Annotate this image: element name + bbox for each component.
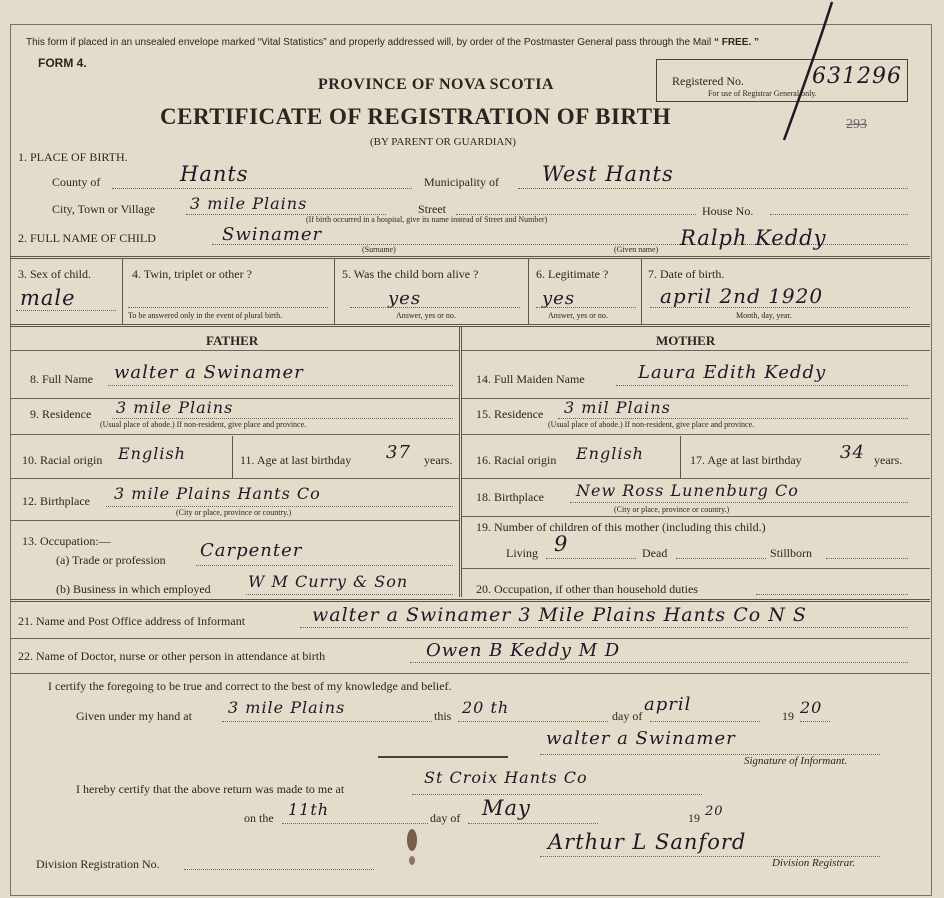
registrar-place-value: St Croix Hants Co: [424, 768, 588, 787]
house-label: House No.: [702, 204, 754, 218]
division-registrar-label: Division Registrar.: [772, 857, 856, 869]
given-place-value: 3 mile Plains: [228, 698, 346, 717]
living-label: Living: [506, 546, 538, 560]
surname-note: (Surname): [362, 245, 396, 254]
child-name-label: 2. FULL NAME OF CHILD: [18, 231, 156, 245]
father-birthplace-note: (City or place, province or country.): [176, 508, 292, 517]
trade-value: Carpenter: [200, 540, 303, 561]
twin-label: 4. Twin, triplet or other ?: [132, 267, 252, 281]
legitimate-value: yes: [542, 288, 576, 309]
registrar-signature: Arthur L Sanford: [548, 830, 747, 854]
father-residence-note: (Usual place of abode.) If non-resident, give place and province.: [100, 420, 307, 429]
children-count-label: 19. Number of children of this mother (including this child.): [476, 520, 766, 534]
alive-label: 5. Was the child born alive ?: [342, 267, 479, 281]
given-month-value: april: [644, 694, 692, 715]
business-label: (b) Business in which employed: [56, 582, 211, 596]
reg-month-value: May: [482, 796, 531, 820]
birth-date-value: april 2nd 1920: [660, 284, 824, 308]
ink-stain-drip: [409, 856, 415, 865]
given-day-of-label: day of: [612, 709, 643, 723]
mother-birthplace-note: (City or place, province or country.): [614, 505, 730, 514]
mother-residence-value: 3 mil Plains: [564, 398, 671, 417]
on-day-value: 11th: [288, 800, 330, 819]
on-the-label: on the: [244, 811, 274, 825]
father-birthplace-value: 3 mile Plains Hants Co: [114, 484, 321, 503]
municipality-label: Municipality of: [424, 175, 499, 189]
page-subtitle: (BY PARENT OR GUARDIAN): [370, 136, 516, 148]
ink-stain: [407, 829, 417, 851]
trade-label: (a) Trade or profession: [56, 553, 166, 567]
mother-name-value: Laura Edith Keddy: [638, 362, 827, 383]
dead-label: Dead: [642, 546, 668, 560]
mother-residence-note: (Usual place of abode.) If non-resident, give place and province.: [548, 420, 755, 429]
alive-value: yes: [388, 288, 422, 309]
mother-heading: MOTHER: [656, 333, 716, 348]
mother-racial-label: 16. Racial origin: [476, 453, 557, 467]
reg-year-value: 20: [705, 804, 724, 819]
registered-number: 631296: [812, 64, 902, 89]
postal-notice: This form if placed in an unsealed envelope marked “Vital Statistics” and properly addressed will, by order of the Postmaster General pass through the Mail “ FREE. ”: [26, 37, 759, 48]
informant-label: 21. Name and Post Office address of Informant: [18, 614, 246, 628]
father-age-value: 37: [386, 442, 411, 463]
living-value: 9: [554, 532, 569, 556]
given-at-label: Given under my hand at: [76, 709, 192, 723]
mother-age-label: 17. Age at last birthday: [690, 453, 802, 467]
stillborn-label: Stillborn: [770, 546, 813, 560]
father-name-label: 8. Full Name: [30, 372, 93, 386]
registrar-note: For use of Registrar General only.: [708, 89, 817, 98]
division-registration-label: Division Registration No.: [36, 857, 160, 871]
province-heading: PROVINCE OF NOVA SCOTIA: [318, 76, 554, 93]
birth-date-note: Month, day, year.: [736, 311, 792, 320]
mother-birthplace-label: 18. Birthplace: [476, 490, 544, 504]
sex-value: male: [20, 286, 76, 310]
signature-informant-label: Signature of Informant.: [744, 755, 848, 767]
given-year-prefix: 19: [782, 709, 794, 723]
doctor-label: 22. Name of Doctor, nurse or other person in attendance at birth: [18, 649, 326, 663]
registered-label: Registered No.: [672, 74, 744, 88]
this-label: this: [434, 709, 452, 723]
municipality-value: West Hants: [542, 162, 674, 186]
twin-note: To be answered only in the event of plural birth.: [128, 311, 283, 320]
mother-residence-label: 15. Residence: [476, 407, 544, 421]
father-heading: FATHER: [206, 333, 259, 348]
father-years: years.: [424, 453, 453, 467]
form-number: FORM 4.: [38, 56, 87, 70]
this-day-value: 20 th: [462, 698, 510, 717]
legitimate-note: Answer, yes or no.: [548, 311, 608, 320]
father-racial-value: English: [118, 444, 186, 463]
given-note: (Given name): [614, 245, 659, 254]
child-surname: Swinamer: [222, 224, 323, 245]
mother-name-label: 14. Full Maiden Name: [476, 372, 585, 386]
child-given-name: Ralph Keddy: [680, 226, 827, 250]
father-occupation-label: 13. Occupation:—: [22, 534, 111, 548]
business-value: W M Curry & Son: [248, 572, 409, 591]
father-birthplace-label: 12. Birthplace: [22, 494, 90, 508]
county-value: Hants: [180, 162, 249, 186]
reg-year-prefix: 19: [688, 811, 700, 825]
mother-racial-value: English: [576, 444, 644, 463]
given-year-value: 20: [800, 698, 823, 717]
father-residence-label: 9. Residence: [30, 407, 92, 421]
county-label: County of: [52, 175, 101, 189]
father-age-label: 11. Age at last birthday: [240, 453, 352, 467]
informant-signature: walter a Swinamer: [546, 728, 736, 749]
mother-occupation-label: 20. Occupation, if other than household duties: [476, 582, 698, 596]
sex-label: 3. Sex of child.: [18, 267, 91, 281]
father-name-value: walter a Swinamer: [114, 362, 304, 383]
informant-value: walter a Swinamer 3 Mile Plains Hants Co N S: [312, 604, 807, 626]
hospital-note: (If birth occurred in a hospital, give its name instead of Street and Number): [306, 215, 548, 224]
mother-birthplace-value: New Ross Lunenburg Co: [576, 481, 799, 500]
page-title: CERTIFICATE OF REGISTRATION OF BIRTH: [160, 104, 671, 129]
pen-stroke: [770, 0, 840, 145]
mother-age-value: 34: [840, 442, 865, 463]
city-value: 3 mile Plains: [190, 194, 308, 213]
city-label: City, Town or Village: [52, 202, 156, 216]
alive-note: Answer, yes or no.: [396, 311, 456, 320]
birth-date-label: 7. Date of birth.: [648, 267, 725, 281]
struck-number: 293: [846, 117, 867, 132]
registrar-statement: I hereby certify that the above return was made to me at: [76, 782, 345, 796]
reg-day-of-label: day of: [430, 811, 461, 825]
street-label: Street: [418, 202, 446, 216]
father-racial-label: 10. Racial origin: [22, 453, 103, 467]
mother-years: years.: [874, 453, 903, 467]
certify-statement: I certify the foregoing to be true and correct to the best of my knowledge and belief.: [48, 679, 452, 693]
father-residence-value: 3 mile Plains: [116, 398, 234, 417]
doctor-value: Owen B Keddy M D: [426, 640, 621, 661]
legitimate-label: 6. Legitimate ?: [536, 267, 609, 281]
section-1-label: 1. PLACE OF BIRTH.: [18, 150, 128, 164]
